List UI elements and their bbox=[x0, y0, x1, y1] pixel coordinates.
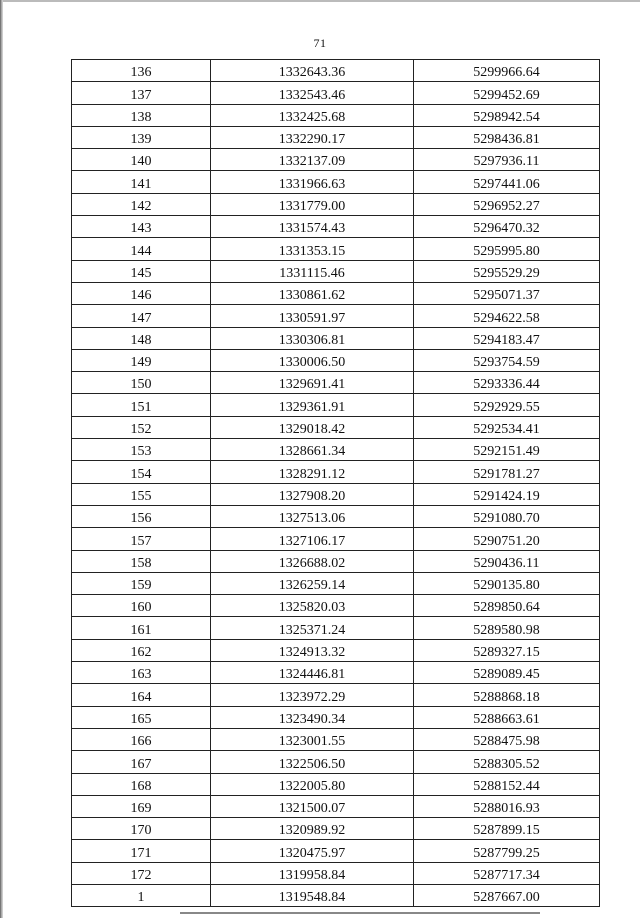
point-number-cell: 160 bbox=[72, 595, 211, 617]
x-coordinate-cell: 1322005.80 bbox=[211, 773, 414, 795]
point-number-cell: 144 bbox=[72, 238, 211, 260]
table-row bbox=[72, 327, 600, 349]
y-coordinate-cell: 5289327.15 bbox=[414, 639, 600, 661]
table-row bbox=[72, 595, 600, 617]
table-row bbox=[72, 483, 600, 505]
y-coordinate-cell: 5299452.69 bbox=[414, 82, 600, 104]
x-coordinate-cell: 1327908.20 bbox=[211, 483, 414, 505]
x-coordinate-cell: 1325820.03 bbox=[211, 595, 414, 617]
point-number-cell: 171 bbox=[72, 840, 211, 862]
y-coordinate-cell: 5288475.98 bbox=[414, 728, 600, 750]
table-row bbox=[72, 884, 600, 906]
point-number-cell: 172 bbox=[72, 862, 211, 884]
point-number-cell: 149 bbox=[72, 349, 211, 371]
table-row bbox=[72, 550, 600, 572]
x-coordinate-cell: 1329691.41 bbox=[211, 372, 414, 394]
y-coordinate-cell: 5299966.64 bbox=[414, 60, 600, 82]
point-number-cell: 167 bbox=[72, 751, 211, 773]
y-coordinate-cell: 5292151.49 bbox=[414, 439, 600, 461]
table-row bbox=[72, 149, 600, 171]
point-number-cell: 156 bbox=[72, 505, 211, 527]
point-number-cell: 169 bbox=[72, 795, 211, 817]
table-row bbox=[72, 773, 600, 795]
point-number-cell: 154 bbox=[72, 461, 211, 483]
point-number-cell: 170 bbox=[72, 818, 211, 840]
y-coordinate-cell: 5296952.27 bbox=[414, 193, 600, 215]
y-coordinate-cell: 5292534.41 bbox=[414, 416, 600, 438]
x-coordinate-cell: 1332290.17 bbox=[211, 126, 414, 148]
point-number-cell: 147 bbox=[72, 305, 211, 327]
table-row bbox=[72, 728, 600, 750]
table-row bbox=[72, 216, 600, 238]
x-coordinate-cell: 1329018.42 bbox=[211, 416, 414, 438]
y-coordinate-cell: 5291424.19 bbox=[414, 483, 600, 505]
point-number-cell: 159 bbox=[72, 572, 211, 594]
y-coordinate-cell: 5291080.70 bbox=[414, 505, 600, 527]
y-coordinate-cell: 5288016.93 bbox=[414, 795, 600, 817]
table-row bbox=[72, 572, 600, 594]
table-row bbox=[72, 60, 600, 82]
point-number-cell: 151 bbox=[72, 394, 211, 416]
x-coordinate-cell: 1330006.50 bbox=[211, 349, 414, 371]
y-coordinate-cell: 5293754.59 bbox=[414, 349, 600, 371]
point-number-cell: 155 bbox=[72, 483, 211, 505]
point-number-cell: 158 bbox=[72, 550, 211, 572]
y-coordinate-cell: 5297441.06 bbox=[414, 171, 600, 193]
y-coordinate-cell: 5289850.64 bbox=[414, 595, 600, 617]
x-coordinate-cell: 1330306.81 bbox=[211, 327, 414, 349]
x-coordinate-cell: 1320475.97 bbox=[211, 840, 414, 862]
table-row bbox=[72, 639, 600, 661]
point-number-cell: 140 bbox=[72, 149, 211, 171]
x-coordinate-cell: 1324446.81 bbox=[211, 662, 414, 684]
point-number-cell: 161 bbox=[72, 617, 211, 639]
y-coordinate-cell: 5287667.00 bbox=[414, 884, 600, 906]
scan-edge-left bbox=[0, 0, 3, 918]
x-coordinate-cell: 1331115.46 bbox=[211, 260, 414, 282]
point-number-cell: 153 bbox=[72, 439, 211, 461]
table-row bbox=[72, 171, 600, 193]
x-coordinate-cell: 1321500.07 bbox=[211, 795, 414, 817]
table-row bbox=[72, 193, 600, 215]
y-coordinate-cell: 5292929.55 bbox=[414, 394, 600, 416]
y-coordinate-cell: 5287799.25 bbox=[414, 840, 600, 862]
y-coordinate-cell: 5289089.45 bbox=[414, 662, 600, 684]
point-number-cell: 163 bbox=[72, 662, 211, 684]
y-coordinate-cell: 5287899.15 bbox=[414, 818, 600, 840]
table-row bbox=[72, 840, 600, 862]
point-number-cell: 139 bbox=[72, 126, 211, 148]
x-coordinate-cell: 1320989.92 bbox=[211, 818, 414, 840]
point-number-cell: 137 bbox=[72, 82, 211, 104]
point-number-cell: 164 bbox=[72, 684, 211, 706]
point-number-cell: 142 bbox=[72, 193, 211, 215]
table-row bbox=[72, 238, 600, 260]
y-coordinate-cell: 5290751.20 bbox=[414, 528, 600, 550]
table-row bbox=[72, 862, 600, 884]
point-number-cell: 166 bbox=[72, 728, 211, 750]
y-coordinate-cell: 5294183.47 bbox=[414, 327, 600, 349]
y-coordinate-cell: 5288868.18 bbox=[414, 684, 600, 706]
x-coordinate-cell: 1323490.34 bbox=[211, 706, 414, 728]
x-coordinate-cell: 1326688.02 bbox=[211, 550, 414, 572]
table-row bbox=[72, 416, 600, 438]
point-number-cell: 150 bbox=[72, 372, 211, 394]
y-coordinate-cell: 5287717.34 bbox=[414, 862, 600, 884]
x-coordinate-cell: 1332643.36 bbox=[211, 60, 414, 82]
x-coordinate-cell: 1326259.14 bbox=[211, 572, 414, 594]
point-number-cell: 165 bbox=[72, 706, 211, 728]
x-coordinate-cell: 1328661.34 bbox=[211, 439, 414, 461]
point-number-cell: 157 bbox=[72, 528, 211, 550]
table-row bbox=[72, 795, 600, 817]
x-coordinate-cell: 1323972.29 bbox=[211, 684, 414, 706]
point-number-cell: 162 bbox=[72, 639, 211, 661]
point-number-cell: 136 bbox=[72, 60, 211, 82]
point-number-cell: 1 bbox=[72, 884, 211, 906]
y-coordinate-cell: 5290135.80 bbox=[414, 572, 600, 594]
x-coordinate-cell: 1331353.15 bbox=[211, 238, 414, 260]
y-coordinate-cell: 5296470.32 bbox=[414, 216, 600, 238]
y-coordinate-cell: 5291781.27 bbox=[414, 461, 600, 483]
y-coordinate-cell: 5295995.80 bbox=[414, 238, 600, 260]
y-coordinate-cell: 5293336.44 bbox=[414, 372, 600, 394]
table-row bbox=[72, 617, 600, 639]
scan-edge-bottom bbox=[180, 912, 540, 914]
x-coordinate-cell: 1323001.55 bbox=[211, 728, 414, 750]
table-row bbox=[72, 528, 600, 550]
x-coordinate-cell: 1331574.43 bbox=[211, 216, 414, 238]
y-coordinate-cell: 5298436.81 bbox=[414, 126, 600, 148]
y-coordinate-cell: 5294622.58 bbox=[414, 305, 600, 327]
point-number-cell: 168 bbox=[72, 773, 211, 795]
x-coordinate-cell: 1319548.84 bbox=[211, 884, 414, 906]
x-coordinate-cell: 1330591.97 bbox=[211, 305, 414, 327]
x-coordinate-cell: 1319958.84 bbox=[211, 862, 414, 884]
x-coordinate-cell: 1329361.91 bbox=[211, 394, 414, 416]
table-row bbox=[72, 126, 600, 148]
x-coordinate-cell: 1327513.06 bbox=[211, 505, 414, 527]
table-row bbox=[72, 751, 600, 773]
point-number-cell: 152 bbox=[72, 416, 211, 438]
y-coordinate-cell: 5289580.98 bbox=[414, 617, 600, 639]
y-coordinate-cell: 5288152.44 bbox=[414, 773, 600, 795]
y-coordinate-cell: 5288663.61 bbox=[414, 706, 600, 728]
table-row bbox=[72, 349, 600, 371]
point-number-cell: 138 bbox=[72, 104, 211, 126]
x-coordinate-cell: 1331779.00 bbox=[211, 193, 414, 215]
x-coordinate-cell: 1328291.12 bbox=[211, 461, 414, 483]
table-row bbox=[72, 662, 600, 684]
x-coordinate-cell: 1332137.09 bbox=[211, 149, 414, 171]
table-row bbox=[72, 461, 600, 483]
table-row bbox=[72, 104, 600, 126]
coordinates-table bbox=[71, 59, 600, 907]
point-number-cell: 146 bbox=[72, 282, 211, 304]
table-row bbox=[72, 260, 600, 282]
table-row bbox=[72, 305, 600, 327]
point-number-cell: 145 bbox=[72, 260, 211, 282]
point-number-cell: 143 bbox=[72, 216, 211, 238]
x-coordinate-cell: 1325371.24 bbox=[211, 617, 414, 639]
y-coordinate-cell: 5297936.11 bbox=[414, 149, 600, 171]
point-number-cell: 141 bbox=[72, 171, 211, 193]
table-row bbox=[72, 684, 600, 706]
x-coordinate-cell: 1327106.17 bbox=[211, 528, 414, 550]
y-coordinate-cell: 5295529.29 bbox=[414, 260, 600, 282]
x-coordinate-cell: 1332543.46 bbox=[211, 82, 414, 104]
y-coordinate-cell: 5298942.54 bbox=[414, 104, 600, 126]
y-coordinate-cell: 5290436.11 bbox=[414, 550, 600, 572]
x-coordinate-cell: 1322506.50 bbox=[211, 751, 414, 773]
table-row bbox=[72, 82, 600, 104]
x-coordinate-cell: 1324913.32 bbox=[211, 639, 414, 661]
table-row bbox=[72, 706, 600, 728]
table-row bbox=[72, 282, 600, 304]
point-number-cell: 148 bbox=[72, 327, 211, 349]
y-coordinate-cell: 5295071.37 bbox=[414, 282, 600, 304]
x-coordinate-cell: 1330861.62 bbox=[211, 282, 414, 304]
table-row bbox=[72, 439, 600, 461]
page-number: 71 bbox=[313, 36, 327, 50]
x-coordinate-cell: 1332425.68 bbox=[211, 104, 414, 126]
y-coordinate-cell: 5288305.52 bbox=[414, 751, 600, 773]
x-coordinate-cell: 1331966.63 bbox=[211, 171, 414, 193]
table-row bbox=[72, 394, 600, 416]
scan-edge-top bbox=[0, 0, 640, 2]
table-row bbox=[72, 505, 600, 527]
table-row bbox=[72, 372, 600, 394]
coordinates-table-body bbox=[72, 60, 600, 907]
table-row bbox=[72, 818, 600, 840]
